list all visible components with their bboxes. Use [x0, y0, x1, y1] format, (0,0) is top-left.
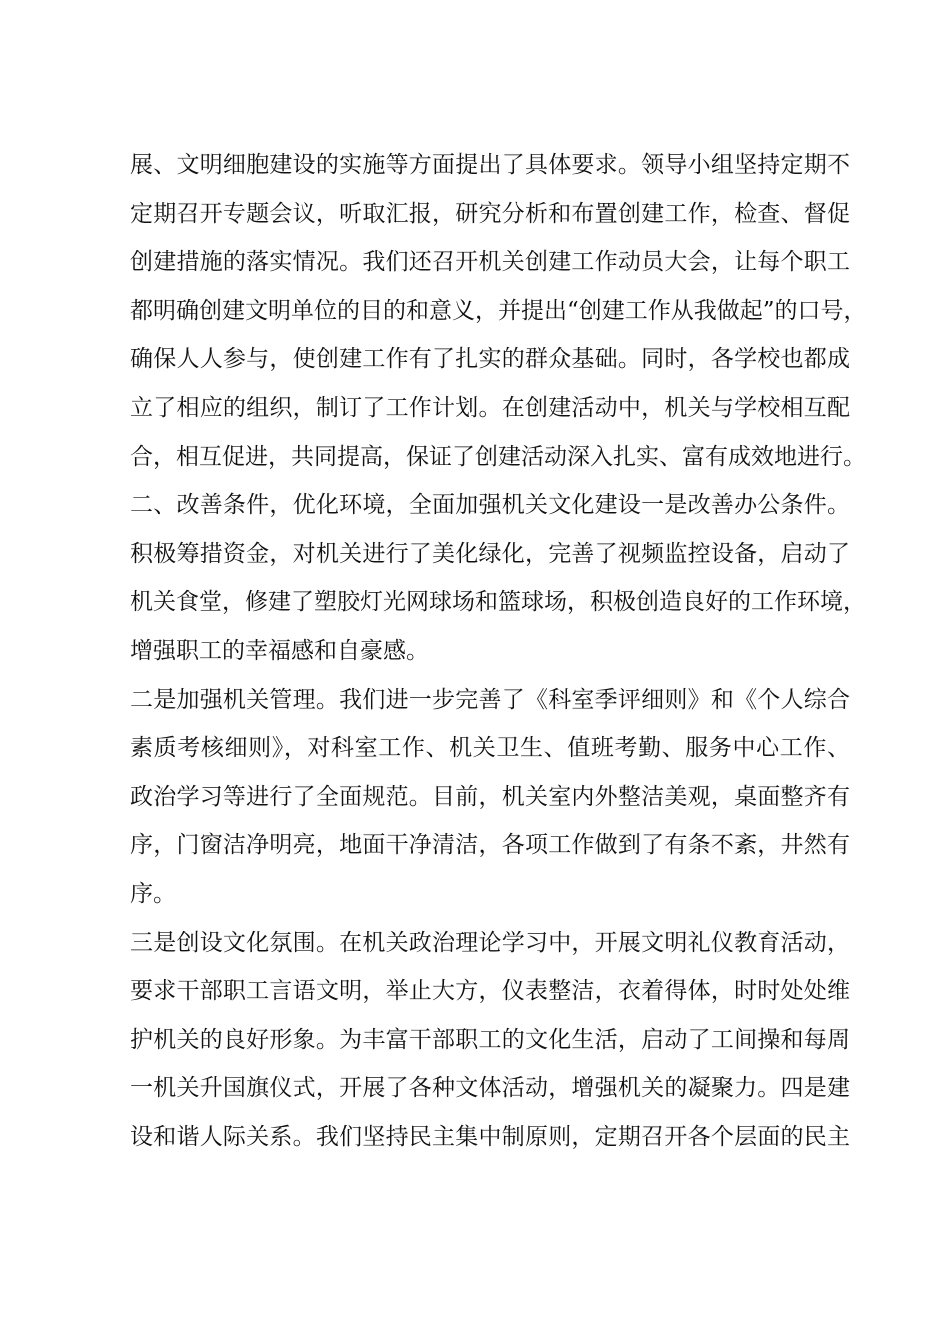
text-line: 合，相互促进，共同提高，保证了创建活动深入扎实、富有成效地进行。	[130, 443, 866, 470]
text-line: 确保人人参与，使创建工作有了扎实的群众基础。同时，各学校也都成	[130, 346, 850, 373]
text-line: 政治学习等进行了全面规范。目前，机关室内外整洁美观，桌面整齐有	[130, 783, 850, 810]
text-line: 积极筹措资金，对机关进行了美化绿化，完善了视频监控设备，启动了	[130, 540, 850, 567]
text-line: 创建措施的落实情况。我们还召开机关创建工作动员大会，让每个职工	[130, 249, 850, 276]
text-line: 机关食堂，修建了塑胶灯光网球场和篮球场，积极创造良好的工作环境，	[130, 589, 866, 616]
text-line: 展、文明细胞建设的实施等方面提出了具体要求。领导小组坚持定期不	[130, 152, 850, 178]
text-line: 立了相应的组织，制订了工作计划。在创建活动中，机关与学校相互配	[130, 394, 850, 421]
text-line: 护机关的良好形象。为丰富干部职工的文化生活，启动了工间操和每周	[130, 1026, 850, 1053]
text-line: 要求干部职工言语文明，举止大方，仪表整洁，衣着得体，时时处处维	[130, 978, 850, 1005]
text-line: 都明确创建文明单位的目的和意义，并提出“创建工作从我做起”的口号，	[130, 297, 867, 324]
text-line: 三是创设文化氛围。在机关政治理论学习中，开展文明礼仪教育活动，	[130, 929, 850, 956]
text-line: 设和谐人际关系。我们坚持民主集中制原则，定期召开各个层面的民主	[130, 1123, 850, 1150]
text-line: 增强职工的幸福感和自豪感。	[130, 637, 429, 664]
document-body	[130, 141, 867, 1161]
text-line: 素质考核细则》，对科室工作、机关卫生、值班考勤、服务中心工作、	[130, 735, 850, 762]
text-line: 序。	[130, 880, 176, 907]
text-line: 二是加强机关管理。我们进一步完善了《科室季评细则》和《个人综合	[130, 686, 850, 713]
text-line: 序，门窗洁净明亮，地面干净清洁，各项工作做到了有条不紊，井然有	[130, 832, 850, 859]
text-line: 二、改善条件，优化环境，全面加强机关文化建设一是改善办公条件。	[130, 492, 850, 519]
text-line: 定期召开专题会议，听取汇报，研究分析和布置创建工作，检查、督促	[130, 200, 850, 227]
text-line: 一机关升国旗仪式，开展了各种文体活动，增强机关的凝聚力。四是建	[130, 1075, 850, 1102]
